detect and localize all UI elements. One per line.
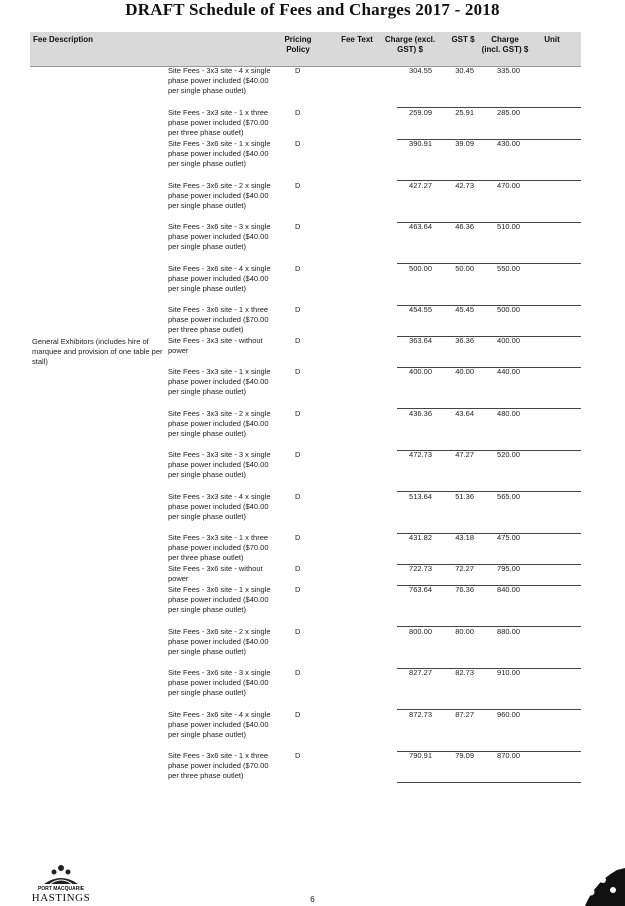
row-charge-incl: 510.00 bbox=[497, 222, 520, 231]
row-charge-excl: 472.73 bbox=[409, 450, 432, 459]
row-description: Site Fees - 3x6 site - 2 x single phase power included ($40.00 per single phase outlet) bbox=[168, 627, 271, 656]
header-gst: GST $ bbox=[451, 35, 475, 44]
row-description: Site Fees - 3x3 site - without power bbox=[168, 336, 263, 355]
row-charge-excl: 513.64 bbox=[409, 492, 432, 501]
row-gst: 51.36 bbox=[455, 492, 474, 501]
page-title: DRAFT Schedule of Fees and Charges 2017 - 2018 bbox=[125, 0, 500, 19]
row-charge-excl: 463.64 bbox=[409, 222, 432, 231]
row-description: Site Fees - 3x6 site - without power bbox=[168, 564, 263, 583]
header-pricing-policy: Pricing Policy bbox=[284, 35, 312, 54]
row-pricing-policy: D bbox=[295, 336, 301, 345]
row-description: Site Fees - 3x6 site - 1 x single phase power included ($40.00 per single phase outlet) bbox=[168, 139, 271, 168]
row-pricing-policy: D bbox=[295, 264, 301, 273]
row-description: Site Fees - 3x3 site - 1 x three phase power included ($70.00 per three phase outlet) bbox=[168, 533, 269, 562]
row-description: Site Fees - 3x3 site - 3 x single phase power included ($40.00 per single phase outlet) bbox=[168, 450, 271, 479]
row-charge-incl: 430.00 bbox=[497, 139, 520, 148]
row-charge-incl: 285.00 bbox=[497, 108, 520, 117]
row-pricing-policy: D bbox=[295, 627, 301, 636]
row-charge-incl: 500.00 bbox=[497, 305, 520, 314]
category-label: General Exhibitors (includes hire of marquee and provision of one table per stall) bbox=[32, 337, 163, 366]
row-gst: 30.45 bbox=[455, 66, 474, 75]
row-description: Site Fees - 3x3 site - 2 x single phase power included ($40.00 per single phase outlet) bbox=[168, 409, 271, 438]
row-charge-incl: 480.00 bbox=[497, 409, 520, 418]
row-gst: 36.36 bbox=[455, 336, 474, 345]
row-gst: 87.27 bbox=[455, 710, 474, 719]
corner-decoration-icon bbox=[555, 862, 625, 906]
row-pricing-policy: D bbox=[295, 222, 301, 231]
row-pricing-policy: D bbox=[295, 305, 301, 314]
row-pricing-policy: D bbox=[295, 710, 301, 719]
row-description: Site Fees - 3x6 site - 4 x single phase power included ($40.00 per single phase outlet) bbox=[168, 264, 271, 293]
row-charge-excl: 763.64 bbox=[409, 585, 432, 594]
row-gst: 46.36 bbox=[455, 222, 474, 231]
row-description: Site Fees - 3x6 site - 3 x single phase power included ($40.00 per single phase outlet) bbox=[168, 668, 271, 697]
row-pricing-policy: D bbox=[295, 139, 301, 148]
row-charge-excl: 390.91 bbox=[409, 139, 432, 148]
row-charge-incl: 520.00 bbox=[497, 450, 520, 459]
row-description: Site Fees - 3x6 site - 4 x single phase power included ($40.00 per single phase outlet) bbox=[168, 710, 271, 739]
header-charge-incl: Charge (incl. GST) $ bbox=[481, 35, 529, 54]
council-logo-icon bbox=[30, 862, 92, 886]
row-charge-incl: 840.00 bbox=[497, 585, 520, 594]
row-pricing-policy: D bbox=[295, 450, 301, 459]
row-charge-excl: 872.73 bbox=[409, 710, 432, 719]
row-pricing-policy: D bbox=[295, 533, 301, 542]
row-charge-excl: 800.00 bbox=[409, 627, 432, 636]
row-description: Site Fees - 3x3 site - 4 x single phase power included ($40.00 per single phase outlet) bbox=[168, 66, 271, 95]
row-pricing-policy: D bbox=[295, 564, 301, 573]
row-charge-excl: 454.55 bbox=[409, 305, 432, 314]
row-gst: 25.91 bbox=[455, 108, 474, 117]
row-gst: 39.09 bbox=[455, 139, 474, 148]
row-gst: 79.09 bbox=[455, 751, 474, 760]
logo-text-line1: PORT MACQUARIE bbox=[37, 886, 85, 892]
row-charge-incl: 400.00 bbox=[497, 336, 520, 345]
row-charge-excl: 436.36 bbox=[409, 409, 432, 418]
row-gst: 43.64 bbox=[455, 409, 474, 418]
row-charge-incl: 910.00 bbox=[497, 668, 520, 677]
row-description: Site Fees - 3x6 site - 1 x three phase power included ($70.00 per three phase outlet) bbox=[168, 751, 269, 780]
row-gst: 45.45 bbox=[455, 305, 474, 314]
row-pricing-policy: D bbox=[295, 751, 301, 760]
row-charge-excl: 790.91 bbox=[409, 751, 432, 760]
row-gst: 72.27 bbox=[455, 564, 474, 573]
row-charge-excl: 431.82 bbox=[409, 533, 432, 542]
row-charge-excl: 400.00 bbox=[409, 367, 432, 376]
row-charge-excl: 827.27 bbox=[409, 668, 432, 677]
row-charge-excl: 363.64 bbox=[409, 336, 432, 345]
row-pricing-policy: D bbox=[295, 585, 301, 594]
row-gst: 50.00 bbox=[455, 264, 474, 273]
row-charge-incl: 880.00 bbox=[497, 627, 520, 636]
row-charge-excl: 722.73 bbox=[409, 564, 432, 573]
row-charge-incl: 795.00 bbox=[497, 564, 520, 573]
row-description: Site Fees - 3x3 site - 1 x single phase power included ($40.00 per single phase outlet) bbox=[168, 367, 271, 396]
row-pricing-policy: D bbox=[295, 108, 301, 117]
row-pricing-policy: D bbox=[295, 668, 301, 677]
row-pricing-policy: D bbox=[295, 367, 301, 376]
row-gst: 40.00 bbox=[455, 367, 474, 376]
row-pricing-policy: D bbox=[295, 181, 301, 190]
row-gst: 76.36 bbox=[455, 585, 474, 594]
row-charge-incl: 335.00 bbox=[497, 66, 520, 75]
row-gst: 82.73 bbox=[455, 668, 474, 677]
header-fee-description: Fee Description bbox=[33, 35, 94, 44]
logo-text-line2: HASTINGS bbox=[31, 892, 91, 904]
row-gst: 47.27 bbox=[455, 450, 474, 459]
row-charge-excl: 427.27 bbox=[409, 181, 432, 190]
row-description: Site Fees - 3x6 site - 2 x single phase power included ($40.00 per single phase outlet) bbox=[168, 181, 271, 210]
row-description: Site Fees - 3x6 site - 3 x single phase power included ($40.00 per single phase outlet) bbox=[168, 222, 271, 251]
row-charge-incl: 565.00 bbox=[497, 492, 520, 501]
header-charge-excl: Charge (excl. GST) $ bbox=[384, 35, 436, 54]
row-charge-incl: 475.00 bbox=[497, 533, 520, 542]
row-charge-incl: 550.00 bbox=[497, 264, 520, 273]
row-description: Site Fees - 3x3 site - 4 x single phase power included ($40.00 per single phase outlet) bbox=[168, 492, 271, 521]
row-divider bbox=[397, 782, 581, 783]
row-charge-excl: 259.09 bbox=[409, 108, 432, 117]
row-pricing-policy: D bbox=[295, 409, 301, 418]
row-pricing-policy: D bbox=[295, 66, 301, 75]
row-gst: 43.18 bbox=[455, 533, 474, 542]
header-fee-text: Fee Text bbox=[341, 35, 373, 44]
row-description: Site Fees - 3x6 site - 1 x three phase power included ($70.00 per three phase outlet) bbox=[168, 305, 269, 334]
row-pricing-policy: D bbox=[295, 492, 301, 501]
row-charge-excl: 304.55 bbox=[409, 66, 432, 75]
row-description: Site Fees - 3x6 site - 1 x single phase power included ($40.00 per single phase outlet) bbox=[168, 585, 271, 614]
row-charge-excl: 500.00 bbox=[409, 264, 432, 273]
page-number: 6 bbox=[310, 895, 315, 904]
row-charge-incl: 960.00 bbox=[497, 710, 520, 719]
row-charge-incl: 470.00 bbox=[497, 181, 520, 190]
table-header bbox=[30, 32, 581, 67]
row-gst: 42.73 bbox=[455, 181, 474, 190]
row-gst: 80.00 bbox=[455, 627, 474, 636]
row-description: Site Fees - 3x3 site - 1 x three phase power included ($70.00 per three phase outlet) bbox=[168, 108, 269, 137]
row-charge-incl: 870.00 bbox=[497, 751, 520, 760]
row-charge-incl: 440.00 bbox=[497, 367, 520, 376]
header-unit: Unit bbox=[544, 35, 560, 44]
